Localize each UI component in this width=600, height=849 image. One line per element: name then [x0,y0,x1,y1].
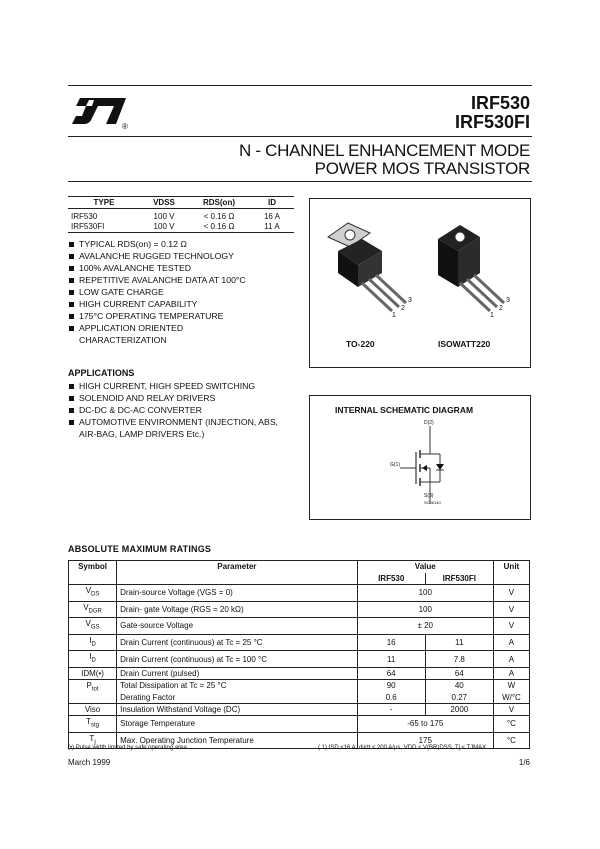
value-cell: ± 20 [357,618,493,635]
value-cell: -65 to 175 [357,715,493,732]
parameter-cell: Drain-source Voltage (VGS = 0) [117,585,358,602]
vdss-header: VDSS [140,197,188,209]
sub: D [91,641,96,648]
value-a-cell: 64 [357,667,425,679]
feature-item: 175°C OPERATING TEMPERATURE [68,310,308,322]
symbol-cell: $T_j$ [69,732,117,749]
unit-cell: V [493,703,529,715]
feature-item: REPETITIVE AVALANCHE DATA AT 100°C [68,274,308,286]
value-b-cell: 2000 [425,703,493,715]
unit-cell: W [493,679,529,691]
ratings-table [68,560,530,749]
type-cell: IRF530FI [71,222,105,231]
value-cell: 100 [357,601,493,618]
feature-item: TYPICAL RDS(on) = 0.12 Ω [68,238,308,250]
value-b-cell: 7.8 [425,651,493,668]
feature-item: LOW GATE CHARGE [68,286,308,298]
vdss-cell: 100 V [153,222,175,231]
isowatt220-package-icon [438,225,504,311]
irf530-column-header: IRF530 [357,573,425,585]
symbol-cell: Viso [69,703,117,715]
id-cell: 16 A [263,212,280,221]
feature-item: APPLICATION ORIENTED CHARACTERIZATION [68,322,218,346]
table-row [69,679,530,691]
ratings-title: ABSOLUTE MAXIMUM RATINGS [68,544,212,554]
feature-item: HIGH CURRENT CAPABILITY [68,298,308,310]
footnote-right: ( 1) ISD ≤16 A, di/dt ≤ 200 A/µs, VDD ≤ V(BR)DSS, Tj ≤ TJMAX [318,745,487,751]
application-item: DC-DC & DC-AC CONVERTER [68,404,293,416]
package-box [309,198,531,368]
st-logo [70,96,132,134]
value-header: Value [357,561,493,573]
value-b-cell: 40 [425,679,493,691]
value-b-cell: 0.27 [425,691,493,703]
unit-cell: V [493,618,529,635]
part-number-2: IRF530FI [454,112,530,132]
value-cell: 175 [357,732,493,749]
isowatt-pin-1: 1 [490,312,494,319]
value-cell: 100 [357,585,493,602]
type-header: TYPE [68,197,140,209]
to220-label: TO-220 [346,339,375,349]
to220-pin-2: 2 [401,305,405,312]
symbol-cell: $V_{DS}$ [69,585,117,602]
parameter-cell: Drain- gate Voltage (RGS = 20 kΩ) [117,601,358,618]
type-row [68,222,294,233]
symbol-cell: $V_{DGR}$ [69,601,117,618]
table-row [69,651,530,668]
parameter-cell: Total Dissipation at Tc = 25 °C [117,679,358,691]
symbol-cell: $I_D$ [69,634,117,651]
schematic-ref-code: SC06140 [424,500,441,505]
parameter-cell: Drain Current (continuous) at Tc = 100 °C [117,651,358,668]
parameter-header: Parameter [117,561,358,585]
rdson-cell: < 0.16 Ω [203,212,235,221]
irf530fi-column-header: IRF530FI [425,573,493,585]
parameter-cell: Derating Factor [117,691,358,703]
application-item: AUTOMOTIVE ENVIRONMENT (INJECTION, ABS, AIR-BAG, LAMP DRIVERS Etc.) [68,416,293,440]
source-label: S(3) [424,493,434,499]
application-item: HIGH CURRENT, HIGH SPEED SWITCHING [68,380,293,392]
table-row [69,715,530,732]
symbol-cell: $I_D$ [69,651,117,668]
unit-cell: V [493,585,529,602]
sub: GS [90,624,100,631]
ratings-header-row [69,561,530,573]
subtitle-line-2: POWER MOS TRANSISTOR [314,159,530,178]
unit-cell: A [493,634,529,651]
top-rule [68,85,532,86]
subtitle-rule [68,181,532,182]
symbol-cell: $P_{tot}$ [69,679,117,703]
id-header: ID [250,197,294,209]
sub: j [94,739,96,746]
value-b-cell: 64 [425,667,493,679]
mosfet-symbol-icon [380,420,460,516]
table-row [69,691,530,703]
id-cell: 11 A [264,222,280,231]
rdson-cell: < 0.16 Ω [203,222,235,231]
type-cell: IRF530 [71,212,98,221]
parameter-cell: Drain Current (continuous) at Tc = 25 °C [117,634,358,651]
sub: DGR [88,608,102,615]
value-a-cell: 16 [357,634,425,651]
table-row [69,667,530,679]
symbol-cell: IDM(•) [69,667,117,679]
table-row [69,601,530,618]
package-drawings [310,199,530,367]
to220-package-icon [328,223,406,311]
table-row [69,703,530,715]
unit-cell: A [493,667,529,679]
table-row [69,618,530,635]
symbol-cell: $T_{stg}$ [69,715,117,732]
type-table [68,196,294,233]
to220-pin-3: 3 [408,297,412,304]
unit-cell: W/°C [493,691,529,703]
subtitle-line-1: N - CHANNEL ENHANCEMENT MODE [238,141,530,160]
unit-cell: V [493,601,529,618]
unit-cell: °C [493,732,529,749]
type-table-header [68,197,294,209]
unit-header: Unit [493,561,529,585]
isowatt220-label: ISOWATT220 [438,339,491,349]
value-a-cell: - [357,703,425,715]
table-row [69,634,530,651]
value-b-cell: 11 [425,634,493,651]
sub: D [91,657,96,664]
table-row [69,585,530,602]
title-rule [68,136,532,137]
footer-date: March 1999 [68,758,111,767]
sub: tot [91,686,99,693]
part-number-1: IRF530 [470,93,530,113]
application-item: SOLENOID AND RELAY DRIVERS [68,392,293,404]
symbol-cell: $V_{GS}$ [69,618,117,635]
unit-cell: °C [493,715,529,732]
drain-label: D(2) [424,420,434,426]
applications-title: APPLICATIONS [68,368,135,378]
footer-page: 1/6 [518,758,530,767]
feature-item: 100% AVALANCHE TESTED [68,262,308,274]
schematic-box [309,395,531,520]
value-a-cell: 0.6 [357,691,425,703]
vdss-cell: 100 V [153,212,175,221]
parameter-cell: Insulation Withstand Voltage (DC) [117,703,358,715]
type-row [68,209,294,223]
sub: DS [91,591,100,598]
value-a-cell: 11 [357,651,425,668]
gate-label: G(1) [390,462,400,468]
value-a-cell: 90 [357,679,425,691]
symbol-header: Symbol [69,561,117,585]
rdson-header: RDS(on) [188,197,250,209]
schematic-title: INTERNAL SCHEMATIC DIAGRAM [335,405,474,415]
footnote-left: (•) Pulse width limited by safe operating area [68,745,187,751]
parameter-cell: Max. Operating Junction Temperature [117,732,358,749]
sub: stg [90,722,99,729]
feature-item: AVALANCHE RUGGED TECHNOLOGY [68,250,308,262]
unit-cell: A [493,651,529,668]
isowatt-pin-2: 2 [499,305,503,312]
feature-list [68,238,308,346]
to220-pin-1: 1 [392,312,396,319]
parameter-cell: Gate-source Voltage [117,618,358,635]
registered-mark: ® [122,122,128,131]
parameter-cell: Drain Current (pulsed) [117,667,358,679]
parameter-cell: Storage Temperature [117,715,358,732]
applications-list [68,380,293,440]
isowatt-pin-3: 3 [506,297,510,304]
